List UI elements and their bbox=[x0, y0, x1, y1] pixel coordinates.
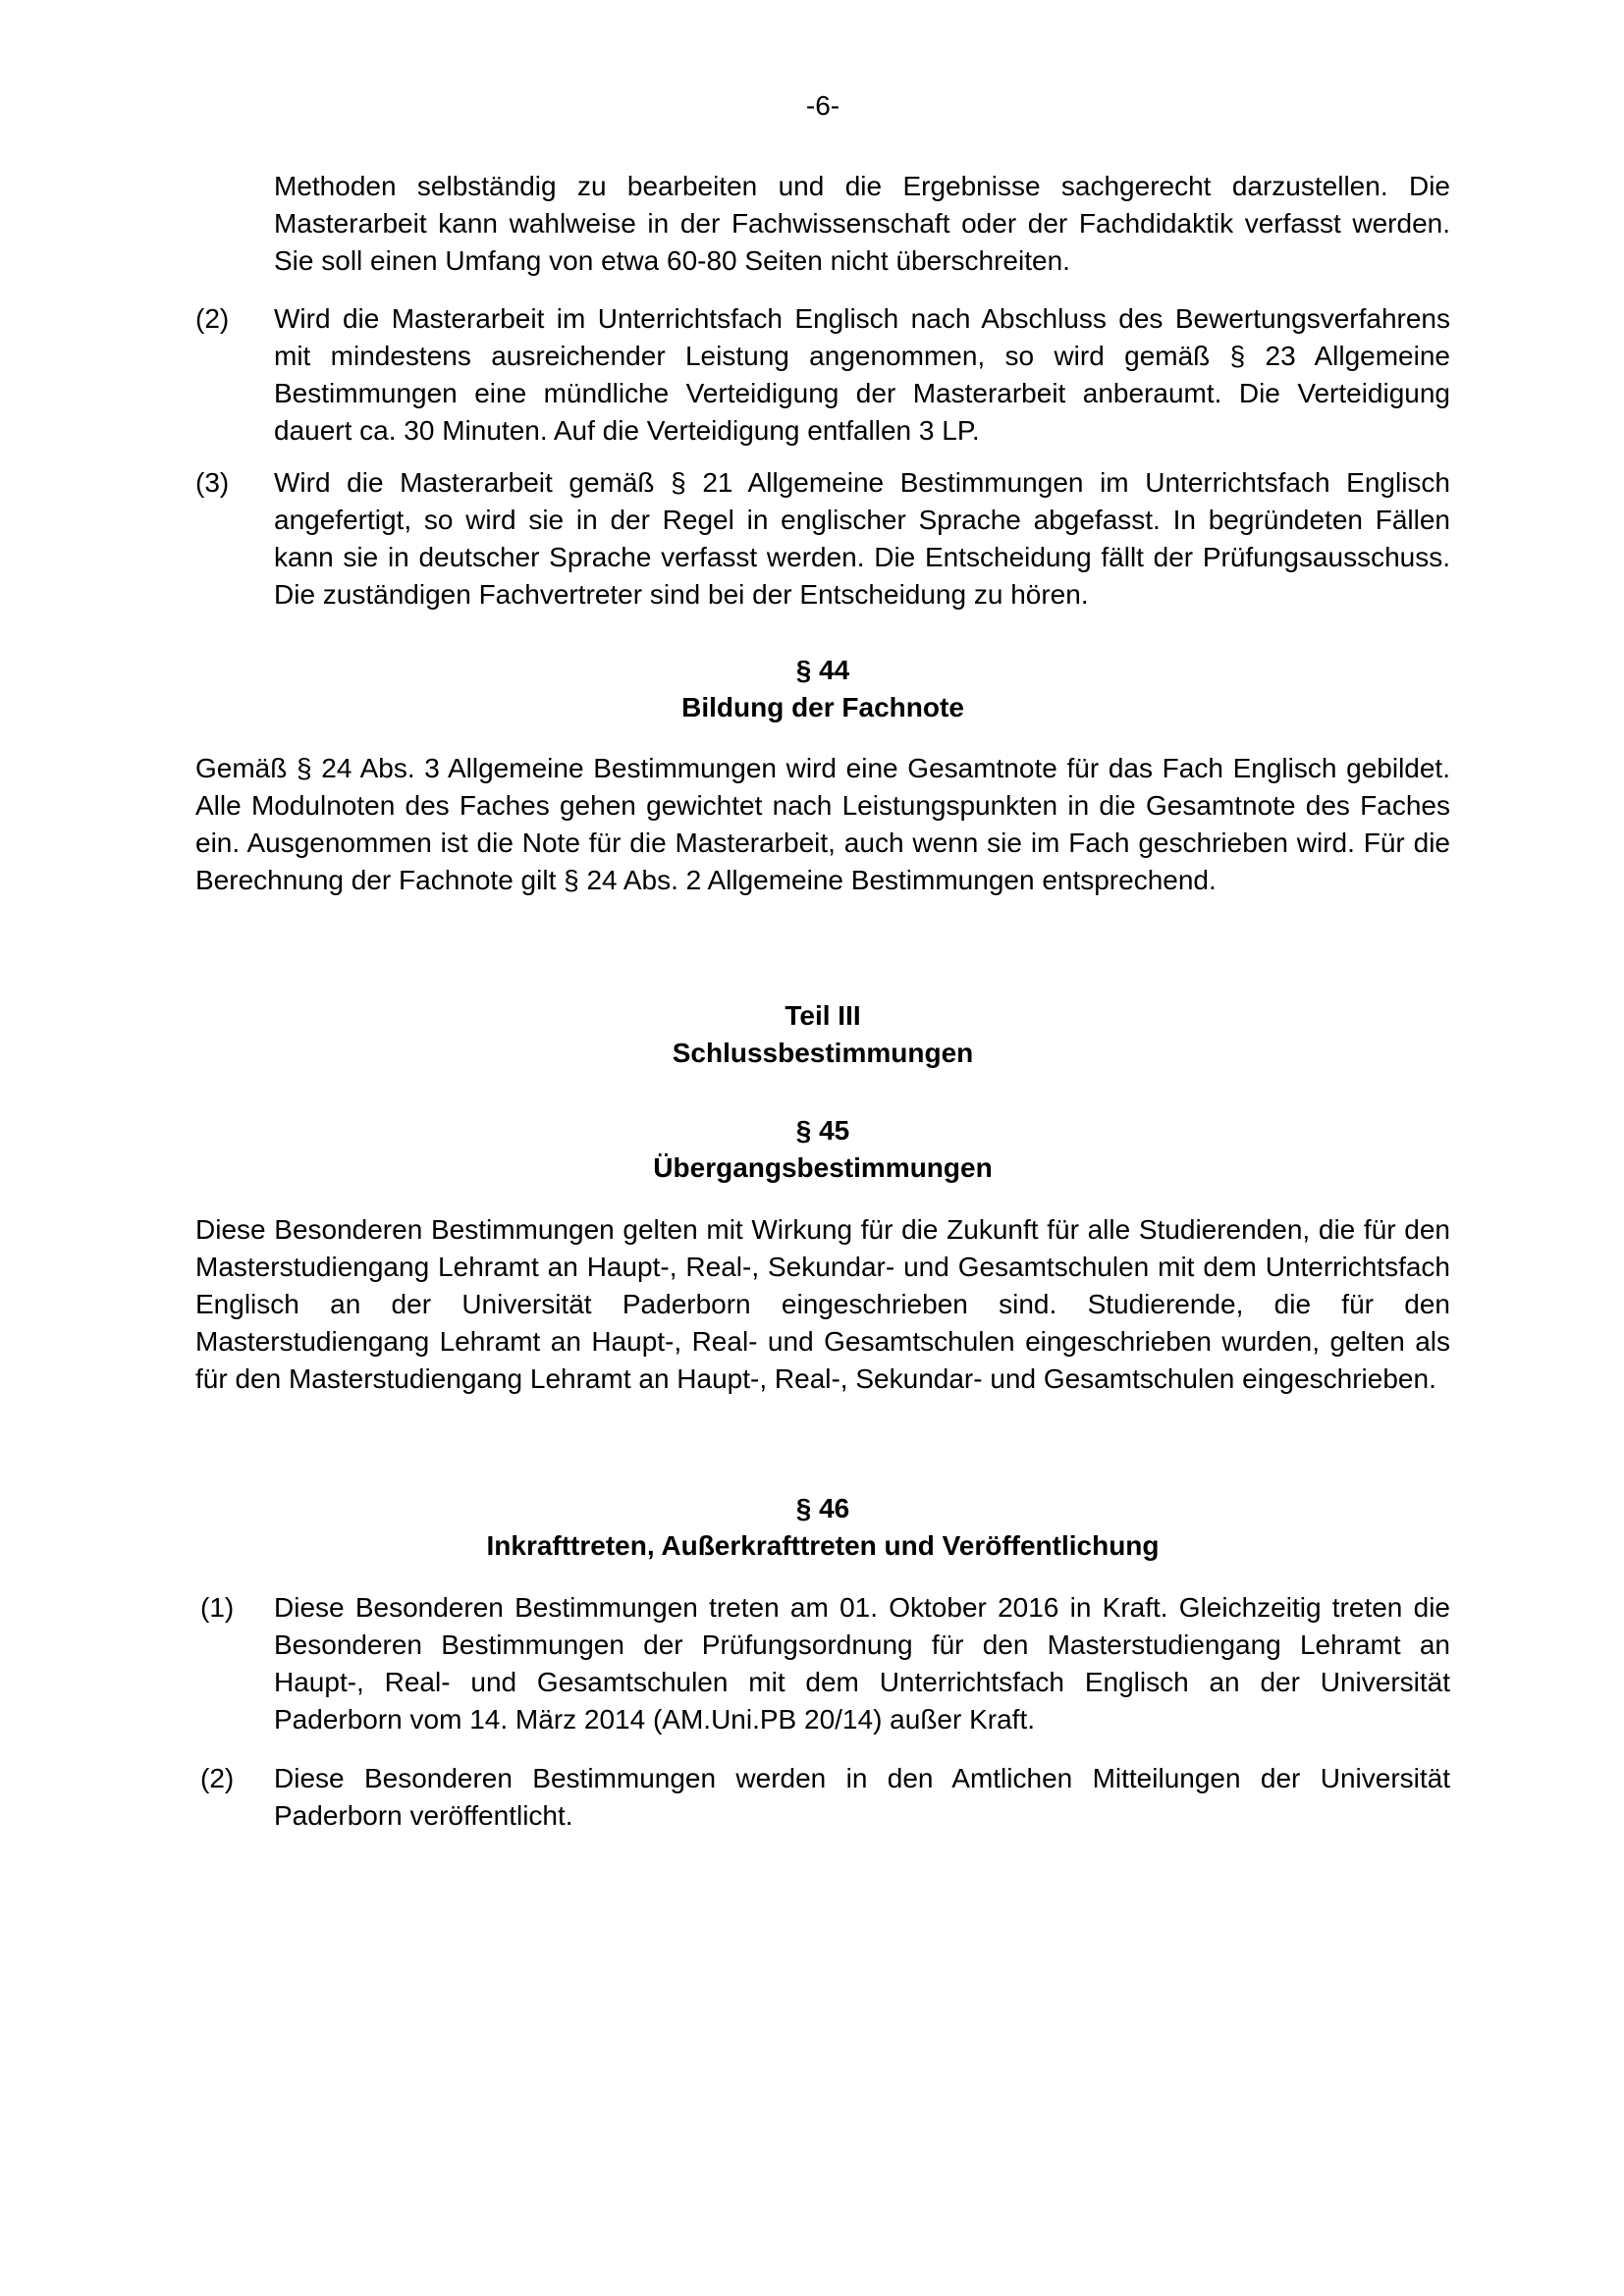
paragraph-2 bbox=[195, 300, 1450, 450]
section-44-heading bbox=[195, 652, 1450, 726]
section-44-number: § 44 bbox=[795, 655, 850, 685]
section-45-heading bbox=[195, 1112, 1450, 1187]
section-46-paragraph-2-number: (2) bbox=[200, 1763, 235, 1793]
section-46-paragraph-1-number: (1) bbox=[200, 1592, 235, 1623]
document-content bbox=[195, 0, 1450, 1835]
section-46-paragraph-2-text: Diese Besonderen Bestimmungen werden in den Amtlichen Mitteilungen der Universität Paderborn veröffentlicht. bbox=[274, 1763, 1450, 1831]
section-46-number: § 46 bbox=[795, 1493, 850, 1523]
paragraph-3 bbox=[195, 464, 1450, 614]
section-46-paragraph-1 bbox=[195, 1589, 1450, 1738]
paragraph-3-number: (3) bbox=[195, 467, 230, 498]
section-44-title: Bildung der Fachnote bbox=[681, 692, 964, 722]
part-3-heading bbox=[195, 997, 1450, 1072]
part-3-title: Schlussbestimmungen bbox=[672, 1038, 974, 1068]
paragraph-3-text: Wird die Masterarbeit gemäß § 21 Allgemeine Bestimmungen im Unterrichtsfach Englisch angefertigt, so wird sie in der Regel in englischer Sprache abgefasst. In begründeten Fällen kann sie in deutscher Sprache verfasst werden. Die Entscheidung fällt der Prüfungsausschuss. Die zuständigen Fachvertreter sind bei der Entscheidung zu hören. bbox=[274, 467, 1450, 610]
part-3-number: Teil III bbox=[785, 1000, 861, 1031]
paragraph-2-number: (2) bbox=[195, 303, 230, 334]
continuation-paragraph: Methoden selbständig zu bearbeiten und die Ergebnisse sachgerecht darzustellen. Die Masterarbeit kann wahlweise in der Fachwissenschaft oder der Fachdidaktik verfasst werden. Sie soll einen Umfang von etwa 60-80 Seiten nicht überschreiten. bbox=[274, 171, 1450, 276]
section-44-body: Gemäß § 24 Abs. 3 Allgemeine Bestimmungen wird eine Gesamtnote für das Fach Englisch gebildet. Alle Modulnoten des Faches gehen gewichtet nach Leistungspunkten in die Gesamtnote des Faches ein. Ausgenommen ist die Note für die Masterarbeit, auch wenn sie im Fach geschrieben wird. Für die Berechnung der Fachnote gilt § 24 Abs. 2 Allgemeine Bestimmungen entsprechend. bbox=[195, 753, 1450, 895]
section-46-paragraph-2 bbox=[195, 1760, 1450, 1835]
section-45-title: Übergangsbestimmungen bbox=[653, 1152, 993, 1183]
section-45-number: § 45 bbox=[795, 1115, 850, 1146]
page-number: -6- bbox=[805, 90, 840, 121]
section-46-heading bbox=[195, 1490, 1450, 1565]
section-46-title: Inkrafttreten, Außerkrafttreten und Veröffentlichung bbox=[486, 1530, 1160, 1561]
section-46-paragraph-1-text: Diese Besonderen Bestimmungen treten am 01. Oktober 2016 in Kraft. Gleichzeitig treten die Besonderen Bestimmungen der Prüfungsordnung für den Masterstudiengang Lehramt an Haupt-, Real- und Gesamtschulen mit dem Unterrichtsfach Englisch an der Universität Paderborn vom 14. März 2014 (AM.Uni.PB 20/14) außer Kraft. bbox=[274, 1592, 1450, 1735]
paragraph-2-text: Wird die Masterarbeit im Unterrichtsfach Englisch nach Abschluss des Bewertungsverfahrens mit mindestens ausreichender Leistung angenommen, so wird gemäß § 23 Allgemeine Bestimmungen eine mündliche Verteidigung der Masterarbeit anberaumt. Die Verteidigung dauert ca. 30 Minuten. Auf die Verteidigung entfallen 3 LP. bbox=[274, 303, 1450, 446]
section-45-body: Diese Besonderen Bestimmungen gelten mit Wirkung für die Zukunft für alle Studierenden, die für den Masterstudiengang Lehramt an Haupt-, Real-, Sekundar- und Gesamtschulen mit dem Unterrichtsfach Englisch an der Universität Paderborn eingeschrieben sind. Studierende, die für den Masterstudiengang Lehramt an Haupt-, Real- und Gesamtschulen eingeschrieben wurden, gelten als für den Masterstudiengang Lehramt an Haupt-, Real-, Sekundar- und Gesamtschulen eingeschrieben. bbox=[195, 1214, 1450, 1394]
